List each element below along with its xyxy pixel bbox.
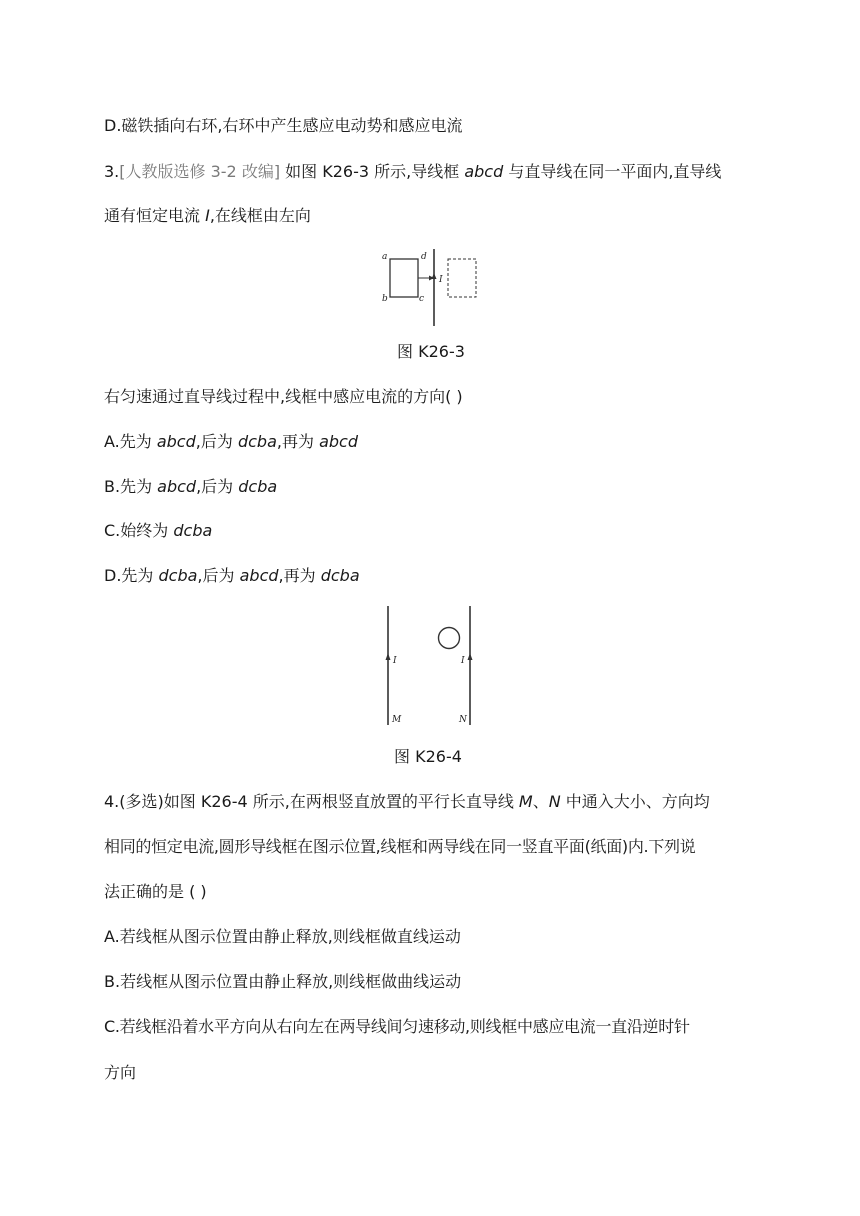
figure-k26-4-caption: 图 K26-4 (394, 747, 462, 766)
q4-b-text: B.若线框从图示位置由静止释放,则线框做曲线运动 (104, 972, 462, 991)
q3-line2-a: 通有恒定电流 (104, 206, 206, 225)
q3-a-v1: abcd (156, 432, 196, 451)
q3-number: 3. (104, 162, 120, 181)
prev-option-d (104, 116, 463, 136)
q3-d-v1: dcba (158, 566, 198, 585)
q3-d-v3: dcba (320, 566, 360, 585)
q4-var-n: N (548, 792, 561, 811)
q4-line3 (104, 882, 207, 902)
label-d: d (421, 252, 427, 262)
figure-k26-4 (378, 600, 488, 730)
circular-loop (439, 628, 460, 649)
q4-option-c-line1 (104, 1017, 690, 1037)
q3-b-v2: dcba (238, 477, 278, 496)
label-current: I (439, 275, 443, 285)
figure-k26-3-caption: 图 K26-3 (397, 342, 465, 361)
q4-c-text1: C.若线框沿着水平方向从右向左在两导线间匀速移动,则线框中感应电流一直沿逆时针 (104, 1017, 690, 1036)
q3-line2 (104, 206, 311, 226)
q4-line2-text: 相同的恒定电流,圆形导线框在图示位置,线框和两导线在同一竖直平面(纸面)内.下列说 (104, 837, 696, 856)
q3-option-a (104, 432, 358, 452)
q4-line1-a: 4.(多选)如图 K26-4 所示,在两根竖直放置的平行长直导线 (104, 792, 519, 811)
q4-c-text2: 方向 (104, 1063, 137, 1082)
figure-k26-3 (376, 246, 486, 330)
q4-a-text: A.若线框从图示位置由静止释放,则线框做直线运动 (104, 927, 461, 946)
q3-d-mid2: ,再为 (278, 566, 321, 585)
q4-var-m: M (518, 792, 533, 811)
q3-text-a: 如图 K26-3 所示,导线框 (280, 162, 465, 181)
q3-d-v2: abcd (239, 566, 279, 585)
q3-line3 (104, 387, 463, 407)
q3-var-abcd: abcd (464, 162, 504, 181)
q3-d-mid: ,后为 (197, 566, 240, 585)
solid-frame (390, 259, 418, 297)
label-n: N (459, 715, 467, 725)
q3-option-d (104, 566, 360, 586)
q3-a-v2: dcba (237, 432, 277, 451)
q4-line1 (104, 792, 710, 812)
label-left-current: I (393, 656, 397, 666)
q3-c-v1: dcba (173, 521, 213, 540)
q4-sep: 、 (532, 792, 549, 811)
q3-a-mid2: ,再为 (276, 432, 320, 451)
q4-line2 (104, 837, 695, 857)
q4-option-c-line2 (104, 1063, 136, 1083)
q3-d-prefix: D.先为 (104, 566, 159, 585)
q3-text-b: 与直导线在同一平面内,直导线 (503, 162, 722, 181)
q3-source: [人教版选修 3-2 改编] (119, 162, 281, 181)
q3-c-prefix: C.始终为 (104, 521, 174, 540)
q3-b-v1: abcd (157, 477, 197, 496)
q3-option-b (104, 477, 277, 497)
q3-b-prefix: B.先为 (104, 477, 158, 496)
q3-b-mid: ,后为 (196, 477, 239, 496)
label-m: M (392, 715, 402, 725)
q3-line2-b: ,在线框由左向 (209, 206, 311, 225)
q3-var-i: I (205, 206, 210, 225)
prev-option-d-text: D.磁铁插向右环,右环中产生感应电动势和感应电流 (104, 116, 463, 135)
q4-option-b (104, 972, 461, 992)
q3-option-c (104, 521, 212, 541)
q4-option-a (104, 927, 461, 947)
label-b: b (382, 294, 388, 304)
current-arrowhead (432, 273, 437, 279)
q3-a-prefix: A.先为 (104, 432, 157, 451)
q3-line3-text: 右匀速通过直导线过程中,线框中感应电流的方向( ) (104, 387, 463, 406)
wire-m-arrowhead (386, 653, 391, 660)
label-c: c (419, 294, 425, 304)
dashed-frame (448, 259, 476, 297)
q3-line1 (104, 162, 721, 182)
q3-a-mid: ,后为 (195, 432, 238, 451)
q4-line1-b: 中通入大小、方向均 (560, 792, 710, 811)
label-right-current: I (461, 656, 465, 666)
wire-n-arrowhead (468, 653, 473, 660)
q4-line3-text: 法正确的是 ( ) (104, 882, 207, 901)
label-a: a (382, 252, 388, 262)
q3-a-v3: abcd (319, 432, 358, 451)
